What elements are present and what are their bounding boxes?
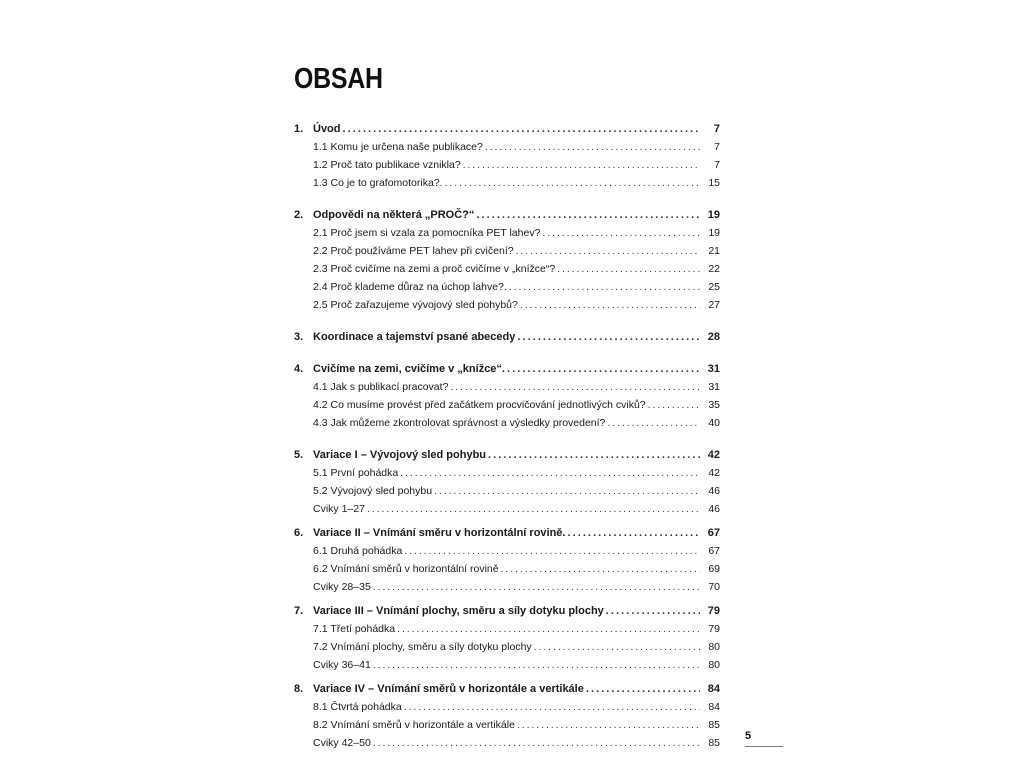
toc-subentry-title: 1.1 Komu je určena naše publikace?	[313, 141, 483, 153]
toc-page-number: 19	[708, 227, 720, 239]
toc-chapter-entry	[294, 120, 720, 138]
toc-subentry	[294, 716, 720, 734]
toc-subentry	[294, 560, 720, 578]
toc-chapter-number: 6.	[294, 527, 304, 539]
toc-subentry-title: 1.3 Co je to grafomotorika?.	[313, 177, 443, 189]
toc-leader-dots	[515, 328, 700, 346]
toc-page-number: 42	[707, 449, 720, 461]
toc-page-number: 85	[708, 737, 720, 749]
toc-leader-dots	[371, 734, 700, 752]
toc-leader-dots	[365, 500, 700, 518]
toc-page-number: 46	[708, 485, 720, 497]
toc-subentry-title: Cviky 1–27	[313, 503, 365, 515]
toc-subentry	[294, 174, 720, 192]
toc-leader-dots	[371, 578, 700, 596]
toc-subentry	[294, 578, 720, 596]
toc-page-number: 70	[708, 581, 720, 593]
toc-page-number: 28	[707, 331, 720, 343]
toc-page-number: 69	[708, 563, 720, 575]
toc-subentry-title: 4.2 Co musíme provést před začátkem procvičování jednotlivých cviků?	[313, 399, 646, 411]
toc-subentry-title: 4.3 Jak můžeme zkontrolovat správnost a výsledky provedení?	[313, 417, 606, 429]
toc-page-number: 7	[714, 141, 720, 153]
toc-subentry-title: 7.2 Vnímání plochy, směru a síly dotyku plochy	[313, 641, 532, 653]
toc-leader-dots	[371, 656, 700, 674]
toc-page-number: 22	[708, 263, 720, 275]
toc-chapter-entry	[294, 680, 720, 698]
toc-subentry-title: Cviky 28–35	[313, 581, 371, 593]
toc-leader-dots	[518, 296, 700, 314]
toc-leader-dots	[486, 446, 700, 464]
toc-leader-dots	[555, 260, 700, 278]
toc-subentry-title: 4.1 Jak s publikací pracovat?	[313, 381, 449, 393]
toc-chapter-entry	[294, 328, 720, 346]
toc-leader-dots	[448, 378, 700, 396]
toc-subentry	[294, 278, 720, 296]
toc-subentry-title: 6.1 Druhá pohádka	[313, 545, 403, 557]
toc-page-number: 27	[708, 299, 720, 311]
toc-subentry-title: 5.1 První pohádka	[313, 467, 399, 479]
toc-leader-dots	[514, 242, 700, 260]
toc-leader-dots	[532, 638, 700, 656]
toc-subentry-title: 8.1 Čtvrtá pohádka	[313, 701, 402, 713]
toc-leader-dots	[483, 138, 700, 156]
toc-subentry-title: Cviky 42–50	[313, 737, 371, 749]
toc-leader-dots	[584, 680, 700, 698]
toc-subentry	[294, 698, 720, 716]
toc-section	[294, 524, 720, 596]
page-title: OBSAH	[294, 63, 383, 95]
toc-subentry-title: 2.1 Proč jsem si vzala za pomocníka PET lahev?	[313, 227, 541, 239]
toc-section	[294, 120, 720, 192]
toc-page-number: 42	[708, 467, 720, 479]
toc-page-number: 35	[708, 399, 720, 411]
toc-subentry-title: Cviky 36–41	[313, 659, 371, 671]
toc-chapter-number: 3.	[294, 331, 304, 343]
toc-chapter-title: Koordinace a tajemství psané abecedy	[313, 331, 516, 343]
toc-section	[294, 360, 720, 432]
toc-subentry-title: 2.4 Proč klademe důraz na úchop lahve?.	[313, 281, 507, 293]
toc-subentry	[294, 242, 720, 260]
toc-page-number: 67	[707, 527, 720, 539]
table-of-contents	[294, 120, 720, 766]
toc-leader-dots	[398, 464, 700, 482]
toc-page-number: 40	[708, 417, 720, 429]
toc-leader-dots	[540, 224, 700, 242]
toc-chapter-title: Úvod	[313, 123, 341, 135]
toc-page-number: 7	[714, 159, 720, 171]
toc-chapter-title: Odpovědi na některá „PROČ?“	[313, 209, 475, 221]
toc-subentry	[294, 542, 720, 560]
toc-chapter-entry	[294, 206, 720, 224]
toc-page-number: 19	[707, 209, 720, 221]
toc-leader-dots	[505, 360, 700, 378]
page-number-rule	[745, 746, 783, 747]
toc-page-number: 21	[708, 245, 720, 257]
toc-subentry	[294, 156, 720, 174]
toc-page-number: 84	[708, 701, 720, 713]
toc-chapter-title: Variace II – Vnímání směru v horizontální rovině.	[313, 527, 566, 539]
toc-subentry	[294, 620, 720, 638]
toc-section	[294, 206, 720, 314]
toc-subentry-title: 1.2 Proč tato publikace vznikla?	[313, 159, 461, 171]
toc-chapter-entry	[294, 360, 720, 378]
toc-subentry-title: 5.2 Vývojový sled pohybu	[313, 485, 433, 497]
toc-subentry	[294, 296, 720, 314]
toc-page-number: 84	[707, 683, 720, 695]
toc-section	[294, 680, 720, 752]
toc-subentry	[294, 734, 720, 752]
toc-chapter-title: Variace I – Vývojový sled pohybu	[313, 449, 487, 461]
toc-leader-dots	[605, 414, 700, 432]
toc-subentry-title: 2.3 Proč cvičíme na zemi a proč cvičíme v „knížce“?	[313, 263, 556, 275]
toc-chapter-number: 7.	[294, 605, 304, 617]
toc-section	[294, 602, 720, 674]
toc-page-number: 85	[708, 719, 720, 731]
toc-chapter-number: 4.	[294, 363, 304, 375]
toc-chapter-title: Variace IV – Vnímání směrů v horizontále a vertikále	[313, 683, 584, 695]
toc-page-number: 15	[708, 177, 720, 189]
toc-section	[294, 328, 720, 346]
toc-section	[294, 446, 720, 518]
toc-subentry	[294, 378, 720, 396]
toc-page-number: 46	[708, 503, 720, 515]
toc-subentry-title: 6.2 Vnímání směrů v horizontální rovině	[313, 563, 499, 575]
toc-chapter-number: 8.	[294, 683, 304, 695]
page-number: 5	[745, 730, 752, 742]
toc-chapter-title: Variace III – Vnímání plochy, směru a síly dotyku plochy	[313, 605, 604, 617]
toc-chapter-number: 2.	[294, 209, 304, 221]
toc-leader-dots	[341, 120, 701, 138]
toc-page-number: 25	[708, 281, 720, 293]
toc-page-number: 31	[707, 363, 720, 375]
toc-subentry	[294, 500, 720, 518]
toc-chapter-entry	[294, 524, 720, 542]
toc-leader-dots	[499, 560, 700, 578]
toc-subentry	[294, 260, 720, 278]
toc-page-number: 67	[708, 545, 720, 557]
toc-leader-dots	[474, 206, 700, 224]
toc-chapter-entry	[294, 602, 720, 620]
toc-leader-dots	[604, 602, 700, 620]
toc-subentry	[294, 414, 720, 432]
toc-page-number: 79	[707, 605, 720, 617]
toc-page-number: 7	[713, 123, 720, 135]
toc-subentry-title: 2.2 Proč používáme PET lahev při cvičení?	[313, 245, 514, 257]
toc-subentry-title: 7.1 Třetí pohádka	[313, 623, 396, 635]
toc-chapter-number: 5.	[294, 449, 304, 461]
toc-leader-dots	[507, 278, 700, 296]
toc-leader-dots	[402, 542, 700, 560]
toc-chapter-number: 1.	[294, 123, 304, 135]
toc-subentry	[294, 396, 720, 414]
toc-leader-dots	[395, 620, 700, 638]
toc-leader-dots	[646, 396, 700, 414]
toc-leader-dots	[402, 698, 700, 716]
toc-subentry	[294, 138, 720, 156]
toc-leader-dots	[443, 174, 700, 192]
toc-subentry	[294, 656, 720, 674]
toc-subentry-title: 2.5 Proč zařazujeme vývojový sled pohybů?	[313, 299, 518, 311]
toc-subentry-title: 8.2 Vnímání směrů v horizontále a vertikále	[313, 719, 515, 731]
toc-leader-dots	[515, 716, 700, 734]
toc-leader-dots	[432, 482, 700, 500]
toc-leader-dots	[461, 156, 700, 174]
toc-subentry	[294, 638, 720, 656]
toc-page-number: 31	[708, 381, 720, 393]
toc-subentry	[294, 464, 720, 482]
toc-leader-dots	[565, 524, 700, 542]
toc-subentry	[294, 224, 720, 242]
toc-chapter-entry	[294, 446, 720, 464]
toc-chapter-title: Cvičíme na zemi, cvičíme v „knížce“.	[313, 363, 505, 375]
toc-page-number: 80	[708, 659, 720, 671]
toc-page-number: 80	[708, 641, 720, 653]
toc-page-number: 79	[708, 623, 720, 635]
toc-subentry	[294, 482, 720, 500]
